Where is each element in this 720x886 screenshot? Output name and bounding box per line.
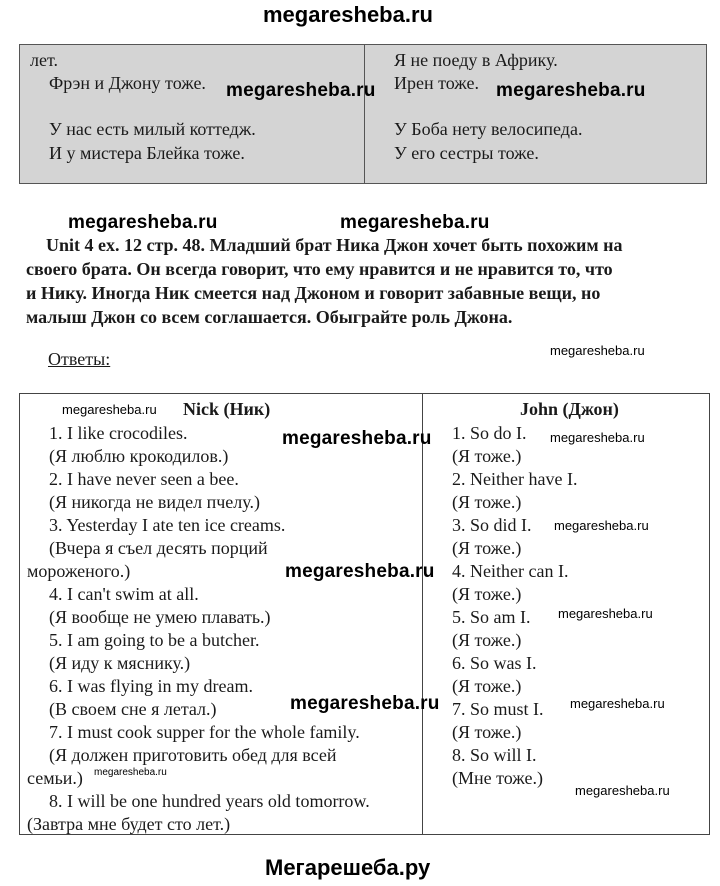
john-line: (Я тоже.)	[452, 584, 522, 604]
john-line: 4. Neither can I.	[452, 561, 569, 581]
watermark: megaresheba.ru	[570, 696, 665, 711]
watermark: megaresheba.ru	[226, 80, 376, 101]
cell-text: И у мистера Блейка тоже.	[49, 143, 245, 163]
watermark: megaresheba.ru	[550, 430, 645, 445]
watermark: megaresheba.ru	[575, 783, 670, 798]
john-line: (Я тоже.)	[452, 446, 522, 466]
nick-line: 3. Yesterday I ate ten ice creams.	[49, 515, 286, 535]
john-line: (Я тоже.)	[452, 722, 522, 742]
nick-line: (Я никогда не видел пчелу.)	[49, 492, 260, 512]
column-header-nick: Nick (Ник)	[183, 399, 271, 419]
nick-line: 8. I will be one hundred years old tomorrow.	[49, 791, 370, 811]
watermark: megaresheba.ru	[554, 518, 649, 533]
john-line: 6. So was I.	[452, 653, 537, 673]
watermark: megaresheba.ru	[285, 561, 435, 582]
cell-text: лет.	[30, 50, 58, 70]
john-line: (Я тоже.)	[452, 492, 522, 512]
nick-line: (Вчера я съел десять порций	[49, 538, 268, 558]
nick-line: (Я иду к мяснику.)	[49, 653, 191, 673]
table-divider	[422, 394, 423, 834]
nick-line: 4. I can't swim at all.	[49, 584, 199, 604]
cell-text: У его сестры тоже.	[394, 143, 539, 163]
nick-line: (Я должен приготовить обед для всей	[49, 745, 337, 765]
cell-text: Я не поеду в Африку.	[394, 50, 558, 70]
watermark: megaresheba.ru	[94, 767, 167, 778]
nick-line: 2. I have never seen a bee.	[49, 469, 239, 489]
john-line: 8. So will I.	[452, 745, 537, 765]
site-header-watermark: megaresheba.ru	[263, 2, 433, 27]
john-line: (Я тоже.)	[452, 630, 522, 650]
nick-line: 1. I like crocodiles.	[49, 423, 188, 443]
cell-text: Ирен тоже.	[394, 73, 479, 93]
john-line: 2. Neither have I.	[452, 469, 578, 489]
column-header-john: John (Джон)	[520, 399, 619, 419]
nick-line: (Я люблю крокодилов.)	[49, 446, 229, 466]
john-line: 7. So must I.	[452, 699, 544, 719]
cell-text: Фрэн и Джону тоже.	[49, 73, 206, 93]
site-footer-title: Мегарешеба.ру	[265, 855, 431, 880]
watermark: megaresheba.ru	[290, 693, 440, 714]
heading-line: малыш Джон со всем соглашается. Обыграйте роль Джона.	[26, 307, 513, 327]
watermark: megaresheba.ru	[282, 428, 432, 449]
watermark: megaresheba.ru	[496, 80, 646, 101]
john-line: (Мне тоже.)	[452, 768, 543, 788]
watermark: megaresheba.ru	[550, 343, 645, 358]
heading-line: и Нику. Иногда Ник смеется над Джоном и говорит забавные вещи, но	[26, 283, 601, 303]
nick-line: 6. I was flying in my dream.	[49, 676, 253, 696]
john-line: (Я тоже.)	[452, 538, 522, 558]
watermark: megaresheba.ru	[62, 402, 157, 417]
nick-line: (В своем сне я летал.)	[49, 699, 217, 719]
nick-line: (Завтра мне будет сто лет.)	[27, 814, 231, 834]
nick-line: 5. I am going to be a butcher.	[49, 630, 260, 650]
cell-text: У Боба нету велосипеда.	[394, 119, 583, 139]
watermark: megaresheba.ru	[558, 606, 653, 621]
nick-line: мороженого.)	[27, 561, 131, 581]
john-line: (Я тоже.)	[452, 676, 522, 696]
heading-line: Unit 4 ex. 12 стр. 48. Младший брат Ника Джон хочет быть похожим на	[46, 235, 623, 255]
watermark: megaresheba.ru	[68, 212, 218, 233]
nick-line: (Я вообще не умею плавать.)	[49, 607, 271, 627]
cell-text: У нас есть милый коттедж.	[49, 119, 256, 139]
john-line: 3. So did I.	[452, 515, 532, 535]
watermark: megaresheba.ru	[340, 212, 490, 233]
exercise-heading	[26, 233, 706, 329]
table-divider	[364, 45, 365, 183]
john-line: 1. So do I.	[452, 423, 527, 443]
answers-label: Ответы:	[48, 349, 111, 369]
previous-exercise-table	[19, 44, 707, 184]
john-line: 5. So am I.	[452, 607, 531, 627]
heading-line: своего брата. Он всегда говорит, что ему нравится и не нравится то, что	[26, 259, 613, 279]
nick-line: семьи.)	[27, 768, 83, 788]
nick-line: 7. I must cook supper for the whole family.	[49, 722, 360, 742]
